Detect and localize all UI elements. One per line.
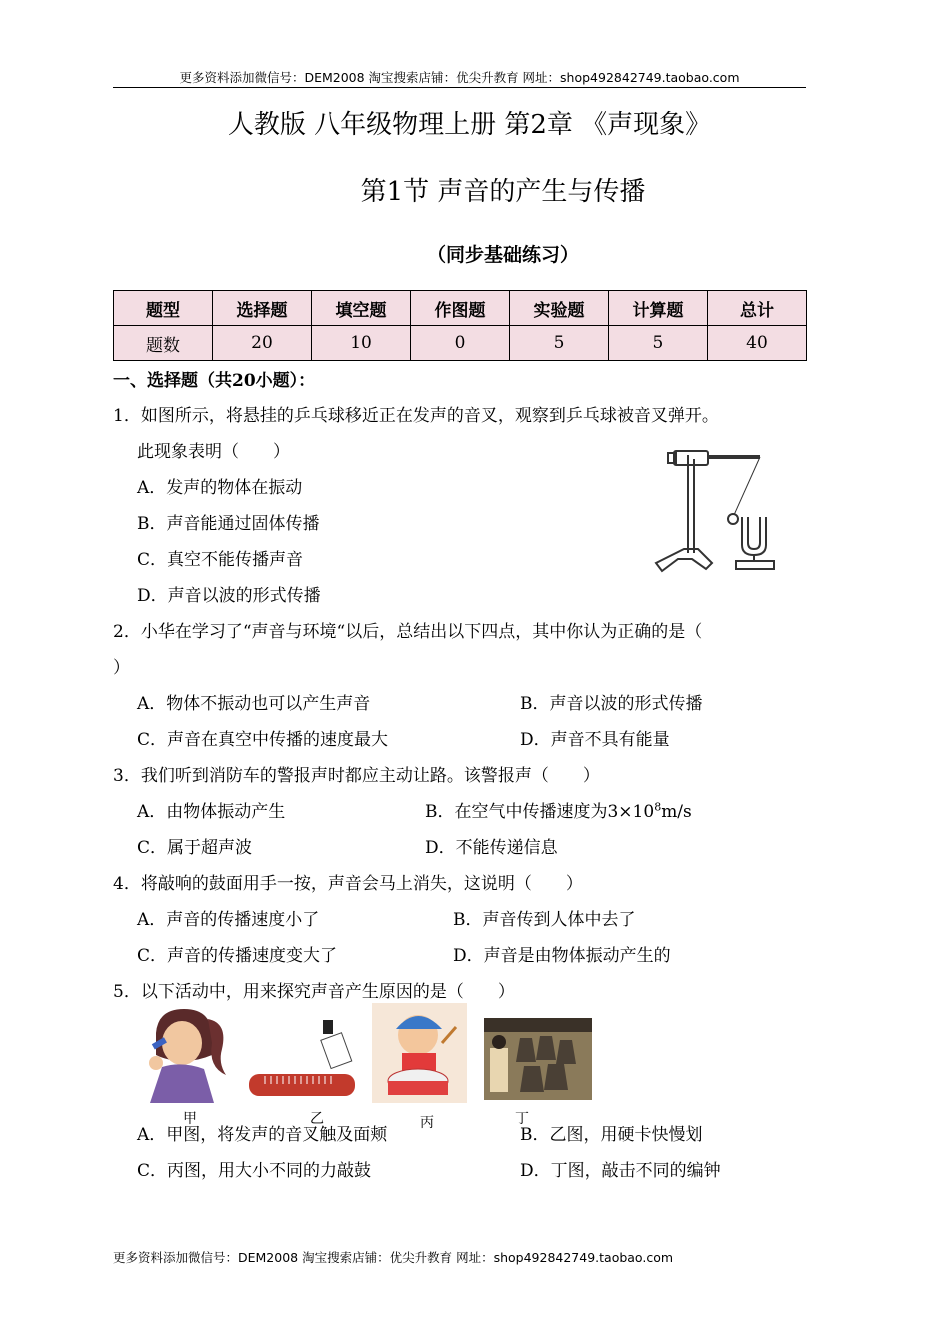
summary-table (113, 290, 807, 361)
table-row (114, 326, 807, 361)
table-cell: 20 (212, 326, 311, 361)
figure-caption-bing: 丙 (420, 1115, 434, 1131)
question-5-stem: 5．以下活动中，用来探究声音产生原因的是（ ） (113, 982, 515, 1002)
exponent: 8 (654, 800, 662, 814)
table-header-cell: 总计 (707, 291, 806, 326)
table-header-cell: 计算题 (608, 291, 707, 326)
tuning-fork-figure (650, 445, 800, 575)
question-3-option-a: A．由物体振动产生 (137, 802, 286, 822)
question-1-stem-cont: 此现象表明（ ） (137, 442, 290, 462)
bianzhong-bells-picture (484, 1018, 592, 1100)
figure-caption-yi: 乙 (310, 1111, 324, 1127)
table-header-cell: 选择题 (212, 291, 311, 326)
page-footer: 更多资料添加微信号：DEM2008 淘宝搜索店铺：优尖升教育 网址：shop492842749.taobao.com (113, 1250, 674, 1265)
table-cell: 5 (510, 326, 609, 361)
question-1-option-c: C．真空不能传播声音 (137, 550, 304, 570)
question-1-stem: 1．如图所示，将悬挂的乒乓球移近正在发声的音叉，观察到乒乓球被音叉弹开。 (113, 406, 719, 426)
table-cell: 40 (707, 326, 806, 361)
question-3-stem: 3．我们听到消防车的警报声时都应主动让路。该警报声（ ） (113, 766, 600, 786)
question-4-stem: 4．将敲响的鼓面用手一按，声音会马上消失，这说明（ ） (113, 874, 583, 894)
table-cell: 题数 (114, 326, 213, 361)
question-3-option-d: D．不能传递信息 (425, 838, 558, 858)
question-3-option-b (425, 797, 692, 822)
figure-caption-ding: 丁 (515, 1111, 529, 1127)
question-4-option-a: A．声音的传播速度小了 (137, 910, 320, 930)
header-divider (113, 87, 806, 88)
subtitle: （同步基础练习） (426, 244, 579, 266)
question-4-option-c: C．声音的传播速度变大了 (137, 946, 338, 966)
document-title: 人教版 八年级物理上册 第2章 《声现象》 (227, 110, 712, 140)
figure-caption-jia: 甲 (183, 1111, 197, 1127)
question-1-option-a: A．发声的物体在振动 (137, 478, 303, 498)
page-header: 更多资料添加微信号：DEM2008 淘宝搜索店铺：优尖升教育 网址：shop492842749.taobao.com (179, 70, 740, 85)
question-2-option-b: B．声音以波的形式传播 (520, 694, 703, 714)
question-1-option-d: D．声音以波的形式传播 (137, 586, 321, 606)
child-drum-picture (372, 1003, 467, 1103)
option-b-text: B．在空气中传播速度为3×10 (425, 802, 655, 822)
question-5-option-b: B．乙图，用硬卡快慢划 (520, 1125, 703, 1145)
table-header-row (114, 291, 807, 326)
question-2-option-a: A．物体不振动也可以产生声音 (137, 694, 371, 714)
question-2-stem-cont: ） (113, 658, 130, 678)
section-title: 第1节 声音的产生与传播 (360, 177, 646, 207)
table-header-cell: 题型 (114, 291, 213, 326)
question-5-option-a: A．甲图，将发声的音叉触及面颊 (137, 1125, 388, 1145)
question-5-option-d: D．丁图，敲击不同的编钟 (520, 1161, 721, 1181)
girl-tuning-fork-picture (138, 1003, 230, 1103)
table-cell: 10 (312, 326, 411, 361)
table-header-cell: 填空题 (312, 291, 411, 326)
comb-and-card-picture (245, 1018, 360, 1103)
table-cell: 0 (411, 326, 510, 361)
question-2-option-c: C．声音在真空中传播的速度最大 (137, 730, 389, 750)
question-4-option-d: D．声音是由物体振动产生的 (453, 946, 671, 966)
question-2-stem: 2．小华在学习了“声音与环境“以后，总结出以下四点，其中你认为正确的是（ (113, 622, 703, 642)
table-header-cell: 作图题 (411, 291, 510, 326)
unit: m/s (661, 802, 692, 822)
question-2-option-d: D．声音不具有能量 (520, 730, 670, 750)
part-heading: 一、选择题（共20小题）： (113, 371, 316, 391)
question-4-option-b: B．声音传到人体中去了 (453, 910, 636, 930)
question-5-option-c: C．丙图，用大小不同的力敲鼓 (137, 1161, 372, 1181)
question-3-option-c: C．属于超声波 (137, 838, 253, 858)
table-header-cell: 实验题 (510, 291, 609, 326)
question-1-option-b: B．声音能通过固体传播 (137, 514, 320, 534)
table-cell: 5 (608, 326, 707, 361)
